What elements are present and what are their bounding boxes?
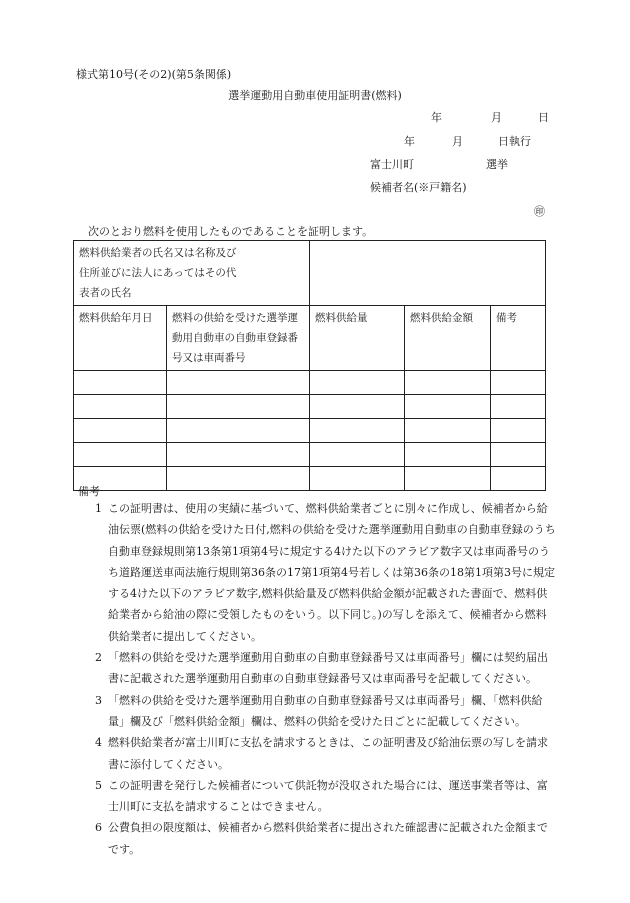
note-text: 燃料供給業者が富士川町に支払を請求するときは、この証明書及び給油伝票の写しを請求書に添付してください。 (108, 736, 548, 771)
note-item (76, 690, 556, 733)
table-row (74, 467, 546, 491)
header-registration-number: 燃料の供給を受けた選挙運動用自動車の自動車登録番号又は車両番号 (167, 306, 310, 371)
note-number: 1 (95, 502, 102, 515)
cell-supply-date[interactable] (74, 371, 167, 395)
header-fuel-cost: 燃料供給金額 (405, 306, 491, 371)
cell-fuel-cost[interactable] (405, 467, 491, 491)
supplier-row (74, 241, 546, 306)
intro-statement: 次のとおり燃料を使用したものであることを証明します。 (88, 225, 374, 238)
table-row (74, 419, 546, 443)
notes-title: 備考 (78, 485, 100, 498)
note-text: 「燃料の供給を受けた選挙運動用自動車の自動車登録番号又は車両番号」欄、「燃料供給量」欄及び「燃料供給金額」欄は、燃料の供給を受けた日ごとに記載してください。 (108, 693, 543, 728)
cell-registration-number[interactable] (167, 467, 310, 491)
exec-year-label: 年 (404, 135, 415, 148)
cell-remarks[interactable] (491, 467, 546, 491)
note-text: 公費負担の限度額は、候補者から燃料供給業者に提出された確認書に記載された金額までです。 (108, 821, 548, 856)
candidate-name-label: 候補者名(※戸籍名) (370, 181, 467, 194)
supplier-label: 燃料供給業者の氏名又は名称及び住所並びに法人にあってはその代表者の氏名 (79, 247, 237, 299)
cell-fuel-amount[interactable] (310, 371, 405, 395)
note-item (76, 817, 556, 860)
cell-remarks[interactable] (491, 419, 546, 443)
cell-registration-number[interactable] (167, 395, 310, 419)
note-item (76, 647, 556, 690)
cell-registration-number[interactable] (167, 419, 310, 443)
note-number: 3 (95, 693, 102, 707)
cell-fuel-cost[interactable] (405, 443, 491, 467)
form-number: 様式第10号(その2)(第5条関係) (76, 68, 232, 81)
note-text: この証明書は、使用の実績に基づいて、燃料供給業者ごとに別々に作成し、候補者から給油伝票(燃料の供給を受けた日付,燃料の供給を受けた選挙運動用自動車の自動車登録のうち自動車登録規則第13条第1項第4号に規定する4けた以下のアラビア数字又は車両番号のうち道路運送車両法施行規則第36条の17第1項第4号若しくは第36条の18第1項第3号に規定する4けた以下のアラビア数字,燃料供給量及び燃料供給金額が記載された書面で、燃料供給業者から給油の際に受領したものをいう。以下同じ。)の写しを添えて、候補者から燃料供給業者に提出してください。 (108, 502, 556, 643)
cell-supply-date[interactable] (74, 419, 167, 443)
cell-remarks[interactable] (491, 395, 546, 419)
supplier-value-cell[interactable] (310, 241, 546, 306)
supplier-label-cell (74, 241, 310, 306)
cell-fuel-cost[interactable] (405, 395, 491, 419)
note-text: 「燃料の供給を受けた選挙運動用自動車の自動車登録番号又は車両番号」欄には契約届出書に記載された選挙運動用自動車の自動車登録番号又は車両番号を記載してください。 (108, 651, 548, 686)
cell-registration-number[interactable] (167, 371, 310, 395)
cell-supply-date[interactable] (74, 395, 167, 419)
note-text: この証明書を発行した候補者について供託物が没収された場合には、運送事業者等は、富士川町に支払を請求することはできません。 (108, 778, 548, 814)
table-header-row (74, 306, 546, 371)
date-year-label: 年 (431, 111, 442, 124)
cell-fuel-cost[interactable] (405, 419, 491, 443)
election-label: 選挙 (486, 158, 508, 171)
exec-day-label: 日執行 (498, 135, 531, 148)
date-day-label: 日 (538, 111, 549, 124)
town-name: 富士川町 (370, 158, 414, 171)
table-row (74, 395, 546, 419)
header-fuel-amount: 燃料供給量 (310, 306, 405, 371)
cell-supply-date[interactable] (74, 443, 167, 467)
note-number: 2 (95, 651, 102, 665)
note-item (76, 775, 556, 818)
header-supply-date: 燃料供給年月日 (74, 306, 167, 371)
seal-mark: ㊞ (534, 205, 545, 218)
note-number: 4 (95, 736, 102, 750)
note-number: 5 (95, 778, 102, 792)
notes-list (76, 498, 556, 860)
header-remarks: 備考 (491, 306, 546, 371)
table-row (74, 443, 546, 467)
note-item (76, 732, 556, 775)
document-title: 選挙運動用自動車使用証明書(燃料) (228, 89, 402, 102)
cell-fuel-amount[interactable] (310, 443, 405, 467)
cell-fuel-amount[interactable] (310, 395, 405, 419)
cell-fuel-amount[interactable] (310, 419, 405, 443)
cell-remarks[interactable] (491, 371, 546, 395)
table-row (74, 371, 546, 395)
note-item (76, 498, 556, 647)
cell-remarks[interactable] (491, 443, 546, 467)
cell-registration-number[interactable] (167, 443, 310, 467)
cell-fuel-cost[interactable] (405, 371, 491, 395)
fuel-certificate-table (73, 240, 546, 491)
note-number: 6 (95, 821, 102, 835)
cell-fuel-amount[interactable] (310, 467, 405, 491)
exec-month-label: 月 (452, 135, 463, 148)
date-month-label: 月 (491, 111, 502, 124)
